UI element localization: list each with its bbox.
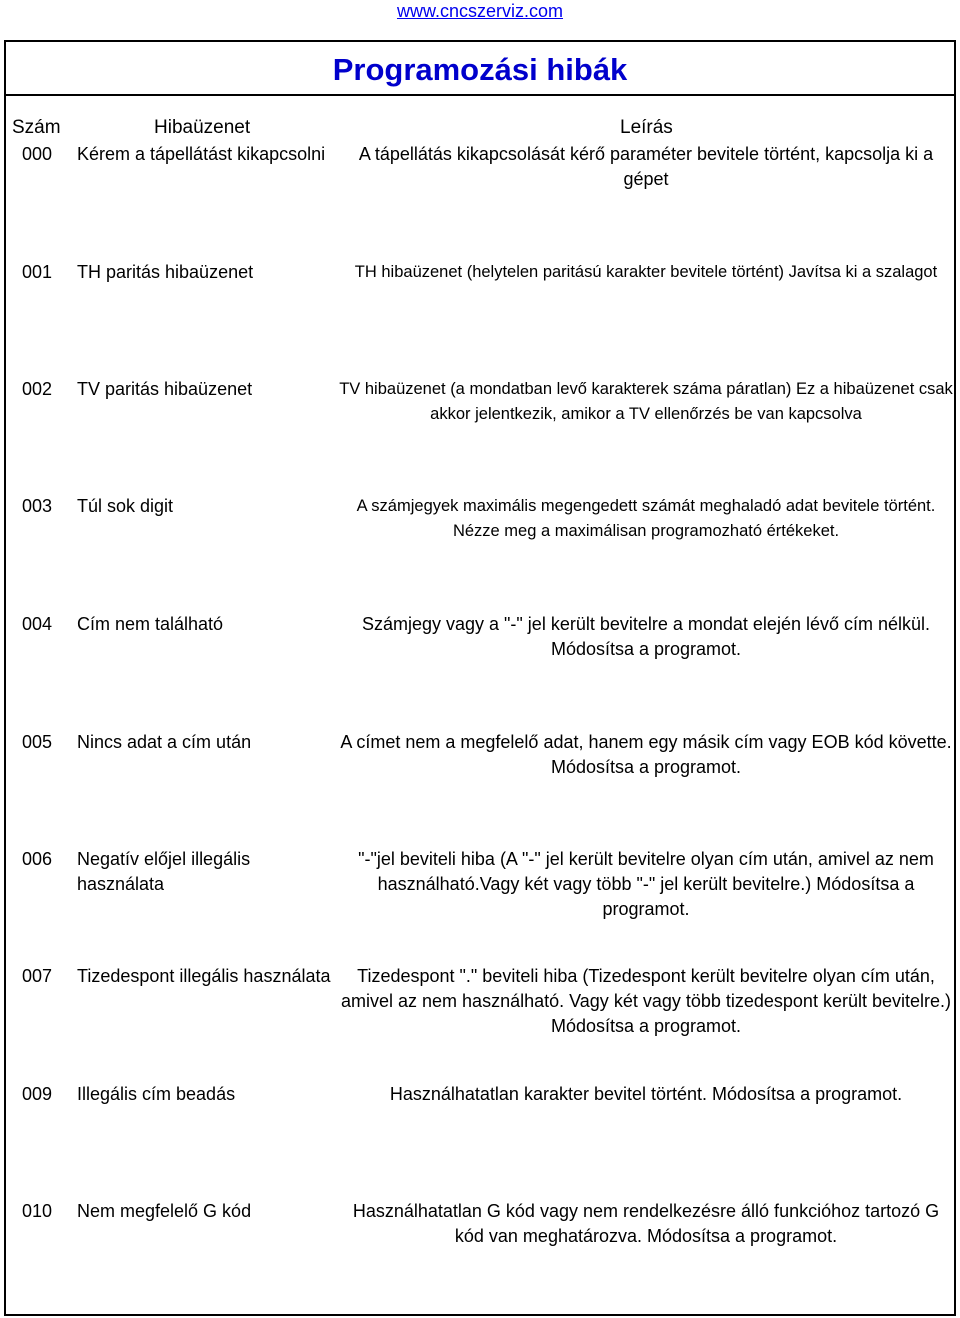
column-header-number: Szám <box>12 117 61 138</box>
error-description: A számjegyek maximális megengedett számát meghaladó adat bevitele történt. Nézze meg a maximálisan programozható értékeket. <box>356 497 936 540</box>
column-header-message: Hibaüzenet <box>154 117 251 138</box>
page-title: Programozási hibák <box>332 52 628 87</box>
error-code: 004 <box>22 614 53 634</box>
error-description: Számjegy vagy a "-" jel került bevitelre a mondat elején lévő cím nélkül. Módosítsa a programot. <box>361 614 931 659</box>
error-message: Túl sok digit <box>77 496 174 516</box>
error-description: TH hibaüzenet (helytelen paritású karakter bevitele történt) Javítsa ki a szalagot <box>354 263 938 281</box>
error-message: Illegális cím beadás <box>77 1084 236 1104</box>
error-message: Nincs adat a cím után <box>77 732 252 752</box>
error-message: Cím nem található <box>77 614 224 634</box>
error-message: Kérem a tápellátást kikapcsolni <box>77 144 326 164</box>
website-link[interactable]: www.cncszerviz.com <box>396 1 564 21</box>
error-message: Negatív előjel illegális használata <box>77 849 251 894</box>
error-code: 002 <box>22 379 53 399</box>
error-code: 001 <box>22 262 53 282</box>
error-description: A tápellátás kikapcsolását kérő paraméter bevitele történt, kapcsolja ki a gépet <box>358 144 934 189</box>
error-description: Használhatatlan karakter bevitel történt. Módosítsa a programot. <box>389 1084 903 1104</box>
error-description: Tizedespont "." beviteli hiba (Tizedespont került bevitelre olyan cím után, amivel az nem használható. Vagy két vagy több tizedespont került bevitelre.) Módosítsa a programot. <box>341 966 951 1036</box>
error-description: A címet nem a megfelelő adat, hanem egy másik cím vagy EOB kód követte. Módosítsa a programot. <box>340 732 952 777</box>
error-code: 005 <box>22 732 53 752</box>
title-divider <box>6 94 954 96</box>
error-message: Tizedespont illegális használata <box>77 966 331 986</box>
error-code: 009 <box>22 1084 53 1104</box>
error-description: TV hibaüzenet (a mondatban levő karakterek száma páratlan) Ez a hibaüzenet csak akkor jelentkezik, amikor a TV ellenőrzés be van kapcsolva <box>339 380 953 423</box>
error-description: Használhatatlan G kód vagy nem rendelkezésre álló funkcióhoz tartozó G kód van meghatározva. Módosítsa a programot. <box>352 1201 940 1246</box>
error-code: 007 <box>22 966 53 986</box>
error-table <box>4 40 956 1316</box>
error-code: 006 <box>22 849 53 869</box>
error-code: 003 <box>22 496 53 516</box>
error-description: "-"jel beviteli hiba (A "-" jel került bevitelre olyan cím után, amivel az nem használható.Vagy két vagy több "-" jel került bevitelre.) Módosítsa a programot. <box>358 849 934 919</box>
column-header-description: Leírás <box>620 117 673 138</box>
error-message: TH paritás hibaüzenet <box>77 262 254 282</box>
error-message: TV paritás hibaüzenet <box>77 379 253 399</box>
error-message: Nem megfelelő G kód <box>77 1201 252 1221</box>
error-code: 010 <box>22 1201 53 1221</box>
error-code: 000 <box>22 144 53 164</box>
